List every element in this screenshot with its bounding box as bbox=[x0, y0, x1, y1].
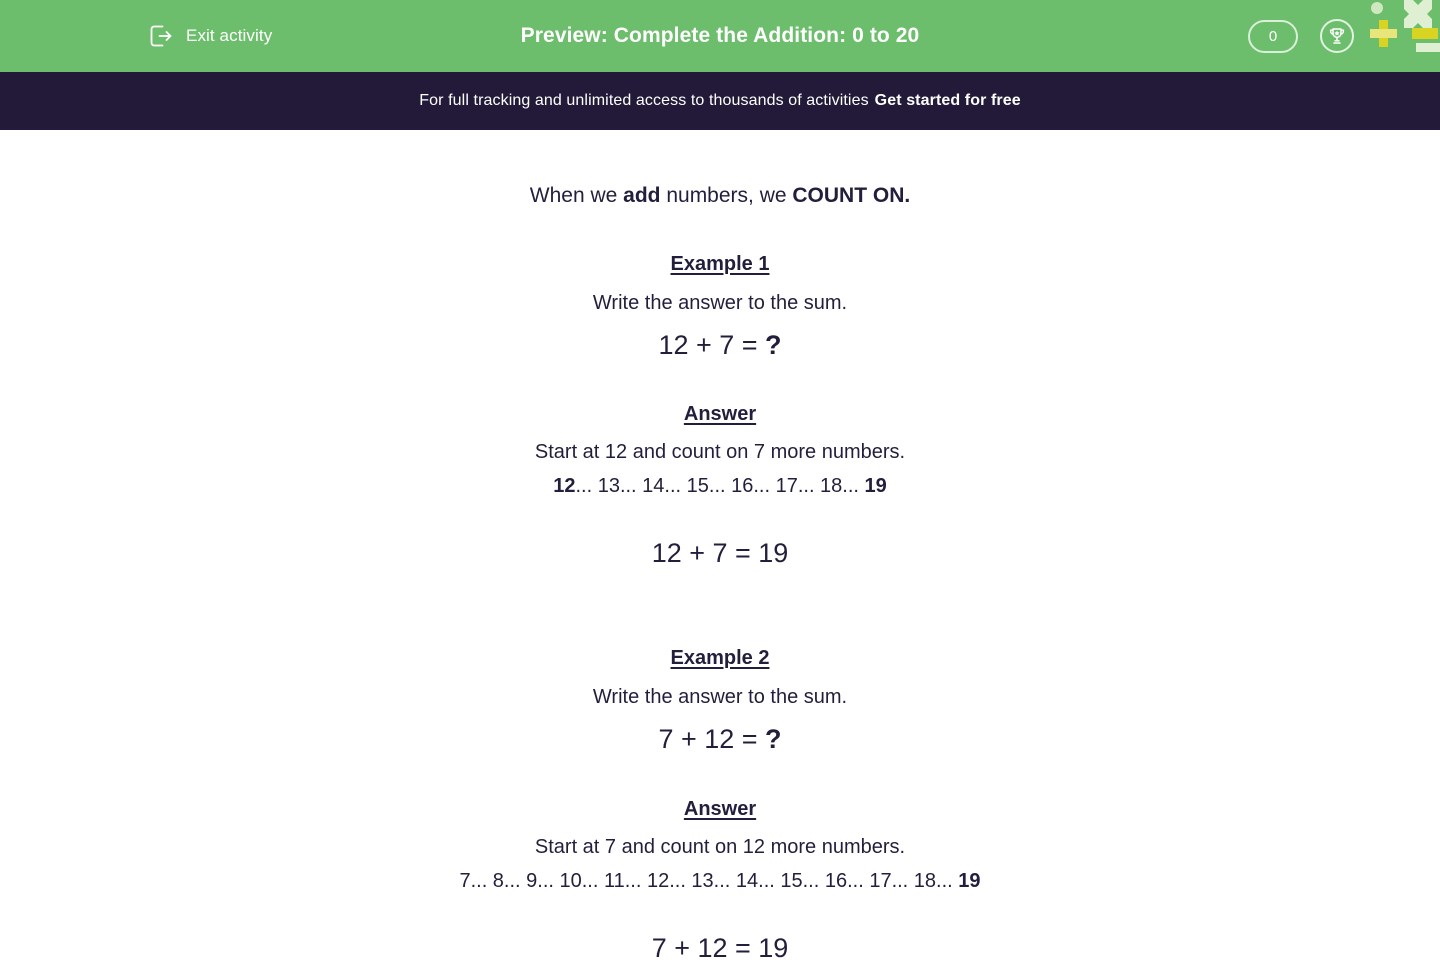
example-2-result: 7 + 12 = 19 bbox=[651, 932, 789, 963]
page-title: Preview: Complete the Addition: 0 to 20 bbox=[520, 24, 920, 47]
trophy-button[interactable] bbox=[1320, 19, 1354, 53]
example-1-count-middle: ... 13... 14... 15... 16... 17... 18... bbox=[575, 475, 865, 498]
example-1-answer-heading: Answer bbox=[683, 403, 757, 426]
example-1-question-mark: ? bbox=[765, 330, 782, 361]
exit-door-arrow-icon bbox=[148, 23, 174, 49]
promo-banner bbox=[0, 72, 1440, 130]
example-2-heading: Example 2 bbox=[670, 647, 770, 670]
example-2-question-expression: 7 + 12 = bbox=[658, 724, 766, 755]
trophy-star-icon bbox=[1327, 26, 1347, 46]
get-started-link[interactable]: Get started for free bbox=[874, 92, 1021, 109]
example-1-count-end: 19 bbox=[864, 475, 887, 498]
example-1-count-sequence bbox=[0, 475, 1440, 498]
example-1-question-expression: 12 + 7 = bbox=[658, 330, 766, 361]
example-1-instruction: Write the answer to the sum. bbox=[592, 292, 848, 315]
confetti-decoration bbox=[1360, 0, 1440, 60]
intro-part-1: When we bbox=[529, 184, 624, 207]
header-actions bbox=[1248, 0, 1354, 72]
example-2-answer-heading: Answer bbox=[683, 797, 757, 820]
promo-text: For full tracking and unlimited access to thousands of activities bbox=[419, 92, 869, 109]
intro-bold-count-on: COUNT ON. bbox=[792, 184, 911, 207]
example-2-count-end: 19 bbox=[958, 869, 981, 892]
example-1-answer-line: Start at 12 and count on 7 more numbers. bbox=[534, 441, 906, 464]
example-2-question-mark: ? bbox=[765, 724, 782, 755]
activity-header bbox=[0, 0, 1440, 72]
example-2-count-middle: 7... 8... 9... 10... 11... 12... 13... 14... 15... 16... 17... 18... bbox=[459, 869, 959, 892]
exit-activity-label: Exit activity bbox=[186, 26, 273, 45]
lesson-content bbox=[0, 182, 1440, 966]
example-1-count-start: 12 bbox=[553, 475, 576, 498]
example-2-instruction: Write the answer to the sum. bbox=[592, 686, 848, 709]
intro-part-2: numbers, we bbox=[660, 184, 793, 207]
example-1-question bbox=[0, 328, 1440, 363]
example-2-question bbox=[0, 722, 1440, 757]
example-1-result: 12 + 7 = 19 bbox=[651, 538, 789, 569]
example-2-answer-line: Start at 7 and count on 12 more numbers. bbox=[534, 835, 906, 858]
intro-sentence bbox=[0, 182, 1440, 209]
score-value: 0 bbox=[1268, 27, 1278, 45]
intro-bold-add: add bbox=[623, 184, 661, 207]
score-badge[interactable] bbox=[1248, 20, 1298, 53]
example-1-heading: Example 1 bbox=[670, 253, 770, 276]
exit-activity-button[interactable] bbox=[148, 0, 272, 72]
example-2-count-sequence bbox=[0, 870, 1440, 893]
